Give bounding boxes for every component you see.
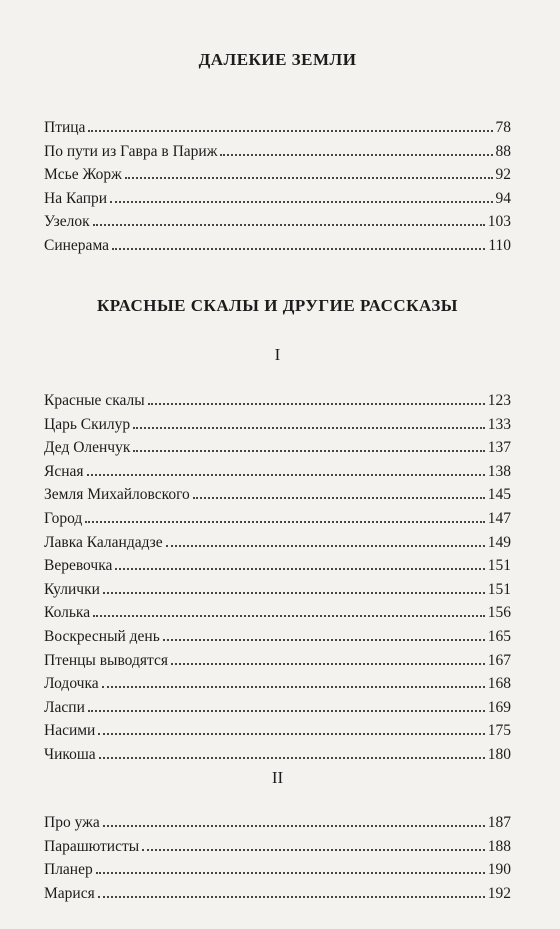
- dot-leader: [115, 550, 484, 570]
- toc-entry: [44, 136, 511, 160]
- toc-entry-page: 192: [487, 884, 511, 902]
- toc-entry-page: 138: [487, 462, 511, 480]
- toc-entry-title: Планер: [44, 861, 93, 879]
- toc-entry: [44, 621, 511, 645]
- dot-leader: [133, 409, 485, 429]
- dot-leader: [98, 878, 485, 898]
- toc-entry: [44, 230, 511, 254]
- toc-entry: [44, 574, 511, 598]
- toc-entry: [44, 739, 511, 763]
- toc-list-part-2: [44, 807, 511, 901]
- toc-entry-title: Ясная: [44, 462, 84, 480]
- dot-leader: [142, 831, 485, 851]
- toc-entry-page: 133: [487, 415, 511, 433]
- toc-entry: [44, 715, 511, 739]
- toc-entry-title: Царь Скилур: [44, 415, 131, 433]
- toc-entry-title: Веревочка: [44, 557, 113, 575]
- part-numeral-1: I: [274, 345, 281, 364]
- toc-entry-title: Мсье Жорж: [44, 166, 122, 184]
- toc-entry: [44, 550, 511, 574]
- toc-entry-page: 94: [495, 189, 511, 207]
- toc-entry-title: Ласпи: [44, 698, 85, 716]
- toc-entry: [44, 479, 511, 503]
- toc-entry-page: 145: [487, 486, 511, 504]
- toc-entry: [44, 645, 511, 669]
- toc-entry-page: 149: [487, 533, 511, 551]
- toc-entry: [44, 668, 511, 692]
- toc-entry-page: 103: [487, 213, 511, 231]
- toc-entry-page: 188: [487, 837, 511, 855]
- toc-entry-page: 137: [487, 439, 511, 457]
- toc-entry-title: Узелок: [44, 213, 90, 231]
- toc-entry-page: 167: [487, 651, 511, 669]
- dot-leader: [193, 479, 485, 499]
- toc-list-distant-lands: [44, 112, 511, 254]
- toc-entry-page: 123: [487, 392, 511, 409]
- toc-entry-title: Про ужа: [44, 814, 100, 831]
- toc-entry-page: 78: [495, 119, 511, 136]
- toc-entry-title: По пути из Гавра в Париж: [44, 142, 218, 160]
- dot-leader: [163, 621, 485, 641]
- toc-entry-page: 187: [487, 814, 511, 831]
- dot-leader: [125, 159, 493, 179]
- toc-entry-title: Кулички: [44, 580, 100, 598]
- dot-leader: [88, 112, 492, 132]
- toc-entry-title: Лавка Каландадзе: [44, 533, 163, 551]
- toc-entry: [44, 206, 511, 230]
- dot-leader: [98, 715, 484, 735]
- toc-entry-title: Парашютисты: [44, 837, 140, 855]
- dot-leader: [166, 527, 485, 547]
- dot-leader: [99, 739, 485, 759]
- dot-leader: [103, 807, 485, 827]
- toc-entry-page: 92: [495, 166, 511, 184]
- toc-entry: [44, 878, 511, 902]
- toc-entry: [44, 112, 511, 136]
- toc-entry-page: 169: [487, 698, 511, 716]
- dot-leader: [85, 503, 484, 523]
- toc-entry-page: 180: [487, 745, 511, 763]
- toc-entry-title: Город: [44, 509, 83, 527]
- toc-entry-title: Марися: [44, 884, 95, 902]
- dot-leader: [93, 597, 485, 617]
- dot-leader: [110, 183, 492, 203]
- toc-entry-page: 156: [487, 604, 511, 622]
- toc-entry: [44, 409, 511, 433]
- toc-entry-page: 88: [495, 142, 511, 160]
- toc-list-part-1: [44, 385, 511, 763]
- dot-leader: [88, 692, 485, 712]
- toc-entry-title: Синерама: [44, 236, 110, 254]
- toc-entry-title: Насими: [44, 722, 96, 740]
- toc-entry-title: Дед Оленчук: [44, 439, 131, 457]
- toc-entry-title: Колька: [44, 604, 91, 622]
- toc-entry-title: Чикоша: [44, 745, 96, 763]
- dot-leader: [96, 854, 485, 874]
- toc-entry: [44, 597, 511, 621]
- toc-entry: [44, 159, 511, 183]
- toc-entry-page: 151: [487, 580, 511, 598]
- dot-leader: [171, 645, 485, 665]
- section-title-distant-lands: ДАЛЕКИЕ ЗЕМЛИ: [198, 50, 357, 69]
- toc-entry-title: Воскресный день: [44, 627, 160, 645]
- toc-entry: [44, 692, 511, 716]
- toc-entry-page: 165: [487, 627, 511, 645]
- toc-entry-page: 175: [487, 722, 511, 740]
- toc-entry: [44, 831, 511, 855]
- toc-entry-page: 190: [487, 861, 511, 879]
- toc-entry: [44, 854, 511, 878]
- toc-entry: [44, 503, 511, 527]
- toc-entry: [44, 527, 511, 551]
- toc-entry: [44, 432, 511, 456]
- dot-leader: [103, 574, 485, 594]
- dot-leader: [220, 136, 492, 156]
- toc-entry: [44, 807, 511, 831]
- dot-leader: [133, 432, 484, 452]
- dot-leader: [112, 230, 485, 250]
- toc-entry: [44, 456, 511, 480]
- toc-entry-page: 110: [488, 236, 511, 254]
- dot-leader: [148, 385, 485, 405]
- toc-entry-title: Лодочка: [44, 675, 99, 693]
- dot-leader: [102, 668, 485, 688]
- dot-leader: [93, 206, 485, 226]
- toc-entry-title: Птенцы выводятся: [44, 651, 168, 669]
- part-numeral-2: II: [271, 768, 284, 787]
- toc-entry: [44, 183, 511, 207]
- toc-entry-page: 168: [487, 675, 511, 693]
- toc-entry-title: Птица: [44, 119, 86, 136]
- section-title-red-rocks: КРАСНЫЕ СКАЛЫ И ДРУГИЕ РАССКАЗЫ: [96, 296, 458, 315]
- toc-entry: [44, 385, 511, 409]
- toc-entry-page: 147: [487, 509, 511, 527]
- toc-entry-title: Земля Михайловского: [44, 486, 190, 504]
- toc-entry-title: На Капри: [44, 189, 108, 207]
- dot-leader: [87, 456, 485, 476]
- toc-entry-page: 151: [487, 557, 511, 575]
- toc-entry-title: Красные скалы: [44, 392, 145, 409]
